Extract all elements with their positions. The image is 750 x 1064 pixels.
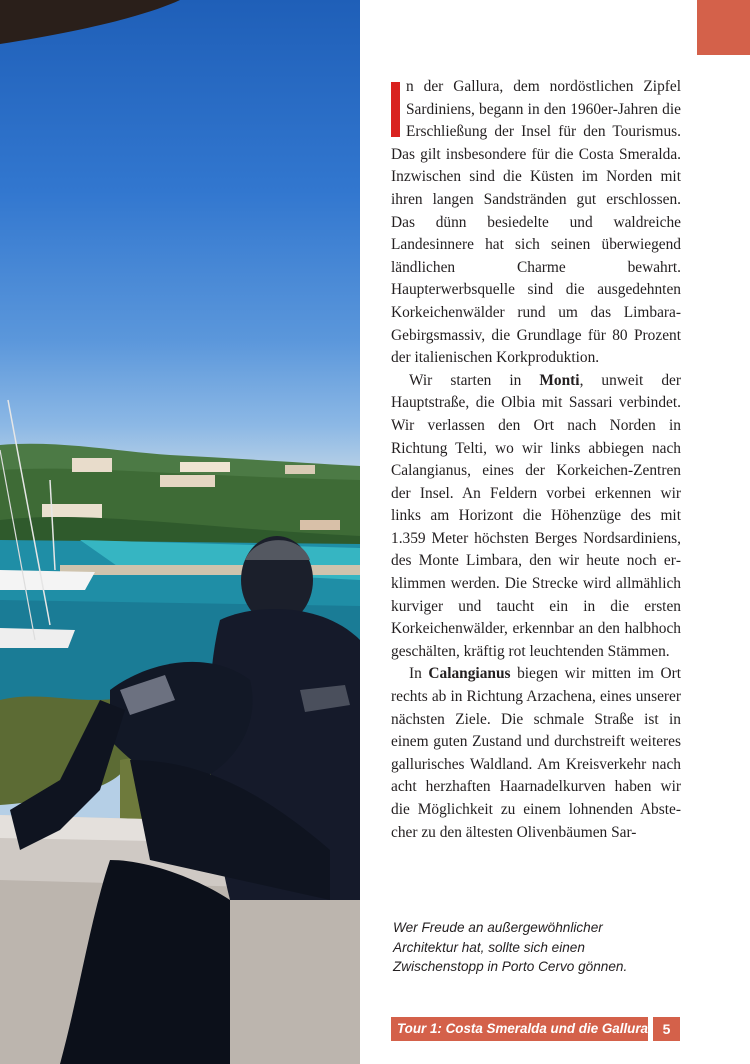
footer-tour-title: Tour 1: Costa Smeralda und die Gallura: [391, 1017, 648, 1041]
villa: [285, 465, 315, 474]
caption-line: Architektur hat, sollte sich einen: [393, 939, 585, 955]
villa: [300, 520, 340, 530]
villa: [160, 475, 215, 487]
paragraph: Wir starten in Monti, unweit der Hauptstraße, die Olbia mit Sassari verbindet. Wir verlassen den Ort nach Norden in Richtung Telti, wo wir links abbiegen nach Calangianus, eines der Korkeichen-Zentren der Insel. An Feldern vorbei erkennen wir links am Horizont die Höhenzüge des mit 1.359 Meter höchsten Berges Nordsardiniens, des Monte Limbara, den wir heute noch erklimmen werden. Die Strecke wird allmählich kurviger und taucht ein in die ersten Korkeichenwälder, erkennbar an den halbhoch geschälten, kräftig rot leuchtenden Stämmen.: [391, 371, 681, 660]
pier: [60, 565, 360, 575]
place-name: Calangianus: [428, 665, 511, 683]
article-text: [391, 76, 681, 844]
corner-tab: [697, 0, 750, 55]
roof-overhang: [0, 0, 180, 44]
villa: [180, 462, 230, 472]
caption-line: Wer Freude an außergewöhnlicher: [393, 920, 603, 935]
article-photo: [0, 0, 360, 1064]
caption-line: Zwischenstopp in Porto Cervo gönnen.: [393, 959, 628, 975]
page-number: 5: [653, 1017, 680, 1041]
place-name: Monti: [539, 371, 580, 389]
boat: [0, 570, 95, 590]
paragraph: In Calangianus biegen wir mitten im Ort rechts ab in Richtung Arzachena, eines unserer nächsten Ziele. Die schmale Straße ist in einem guten Zustand und durchstreift weiteres gallurisches Waldland. Am Kreisverkehr nach acht herzhaften Haarnadelkurven haben wir die Möglichkeit zu einem lohnenden Abstecher zu den ältesten Olivenbäumen Sar-: [391, 665, 681, 841]
villa: [72, 458, 112, 472]
boat: [0, 628, 75, 648]
photo-illustration: [0, 0, 360, 1064]
drop-cap: [391, 82, 400, 137]
paragraph: n der Gallura, dem nordöstlichen Zipfel Sardiniens, begann in den 1960er-Jahren die Erschließung der Insel für den Tourismus. Das gilt insbesondere für die Costa Smeralda. Inzwischen sind die Küsten im Norden mit ihren langen Sandstränden gut erschlossen. Das dünn besiedelte und waldreiche Landesinnere hat sich seinen überwiegend ländlichen Charme bewahrt. Haupterwerbsquelle sind die ausgedehnten Korkeichenwälder rund um das Limbara-Gebirgsmassiv, die Grundlage für 80 Prozent der italienischen Korkproduktion.: [391, 78, 681, 367]
photo-caption: [393, 918, 683, 977]
